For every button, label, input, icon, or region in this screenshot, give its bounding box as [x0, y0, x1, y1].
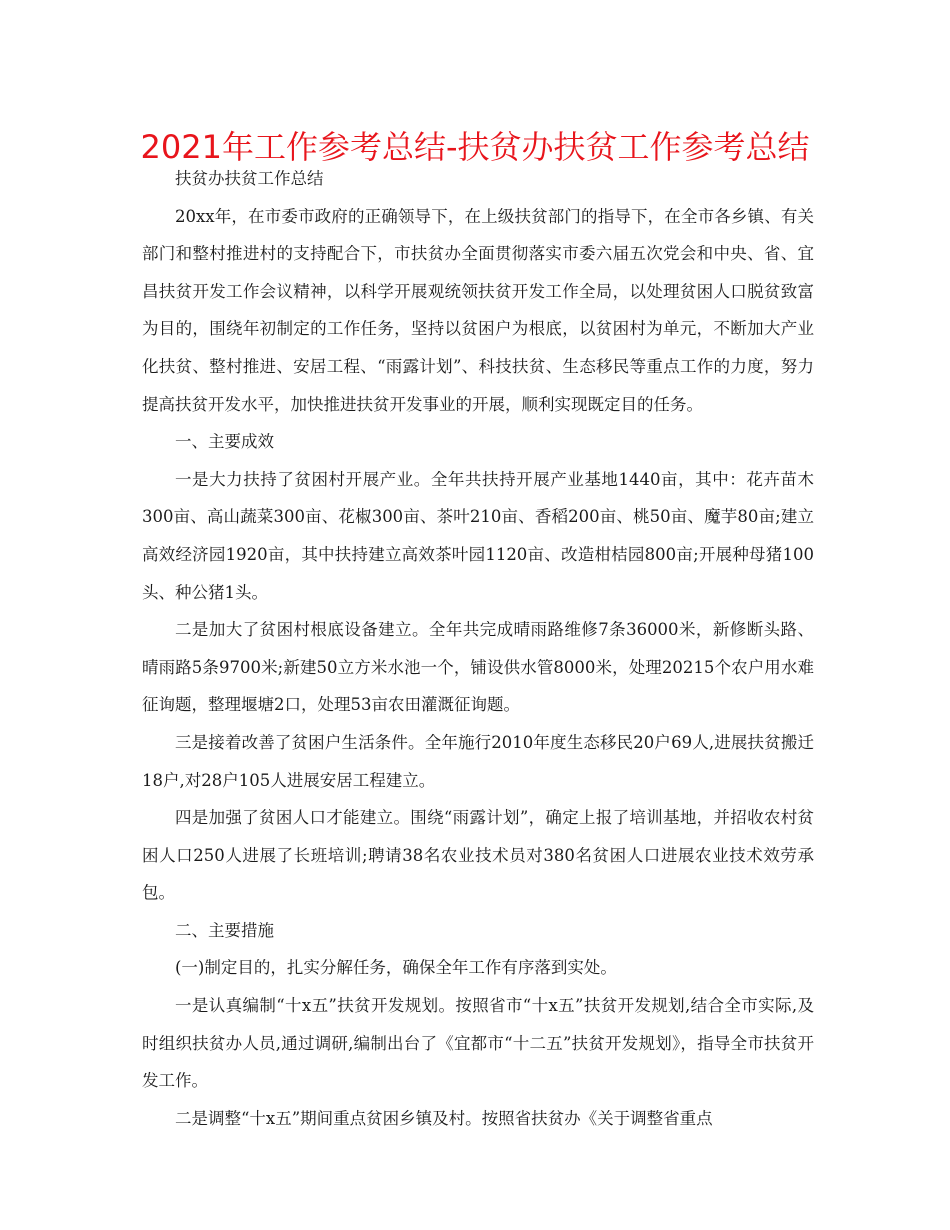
document-body [142, 160, 814, 1137]
paragraph-result-infrastructure: 二是加大了贫困村根底设备建立。全年共完成晴雨路维修7条36000米，新修断头路、晴雨路5条9700米;新建50立方米水池一个，铺设供水管8000米，处理20215个农户用水难征询题，整理堰塘2口，处理53亩农田灌溉征询题。 [142, 620, 814, 715]
paragraph-result-living: 三是接着改善了贫困户生活条件。全年施行2010年度生态移民20户69人,进展扶贫搬迁18户,对28户105人进展安居工程建立。 [142, 732, 814, 790]
section-heading-measures: 二、主要措施 [175, 920, 274, 940]
paragraph-result-industry: 一是大力扶持了贫困村开展产业。全年共扶持开展产业基地1440亩，其中：花卉苗木300亩、高山蔬菜300亩、花椒300亩、茶叶210亩、香稻200亩、桃50亩、魔芋80亩;建立高效经济园1920亩，其中扶持建立高效茶叶园1120亩、改造柑桔园800亩;开展种母猪100头、种公猪1头。 [142, 469, 814, 602]
section-heading-results: 一、主要成效 [175, 432, 274, 452]
paragraph-measure-adjust: 二是调整“十x五”期间重点贫困乡镇及村。按照省扶贫办《关于调整省重点 [175, 1108, 713, 1128]
paragraph-result-training: 四是加强了贫困人口才能建立。围绕“雨露计划”，确定上报了培训基地，并招收农村贫困人口250人进展了长班培训;聘请38名农业技术员对380名贫困人口进展农业技术效劳承包。 [142, 808, 814, 903]
paragraph-measure-planning: 一是认真编制“十x五”扶贫开发规划。按照省市“十x五”扶贫开发规划,结合全市实际,及时组织扶贫办人员,通过调研,编制出台了《宜都市“十二五”扶贫开发规划》，指导全市扶贫开发工作。 [142, 996, 814, 1091]
paragraph-measure-goals: (一)制定目的，扎实分解任务，确保全年工作有序落到实处。 [175, 958, 617, 978]
paragraph-subtitle: 扶贫办扶贫工作总结 [175, 169, 324, 188]
paragraph-intro: 20xx年，在市委市政府的正确领导下，在上级扶贫部门的指导下，在全市各乡镇、有关部门和整村推进村的支持配合下，市扶贫办全面贯彻落实市委六届五次党会和中央、省、宜昌扶贫开发工作会议精神，以科学开展观统领扶贫开发工作全局，以处理贫困人口脱贫致富为目的，围绕年初制定的工作任务，坚持以贫困户为根底，以贫困村为单元，不断加大产业化扶贫、整村推进、安居工程、“雨露计划”、科技扶贫、生态移民等重点工作的力度，努力提高扶贫开发水平，加快推进扶贫开发事业的开展，顺利实现既定目的任务。 [142, 206, 814, 414]
document-title: 2021年工作参考总结-扶贫办扶贫工作参考总结 [140, 128, 810, 166]
